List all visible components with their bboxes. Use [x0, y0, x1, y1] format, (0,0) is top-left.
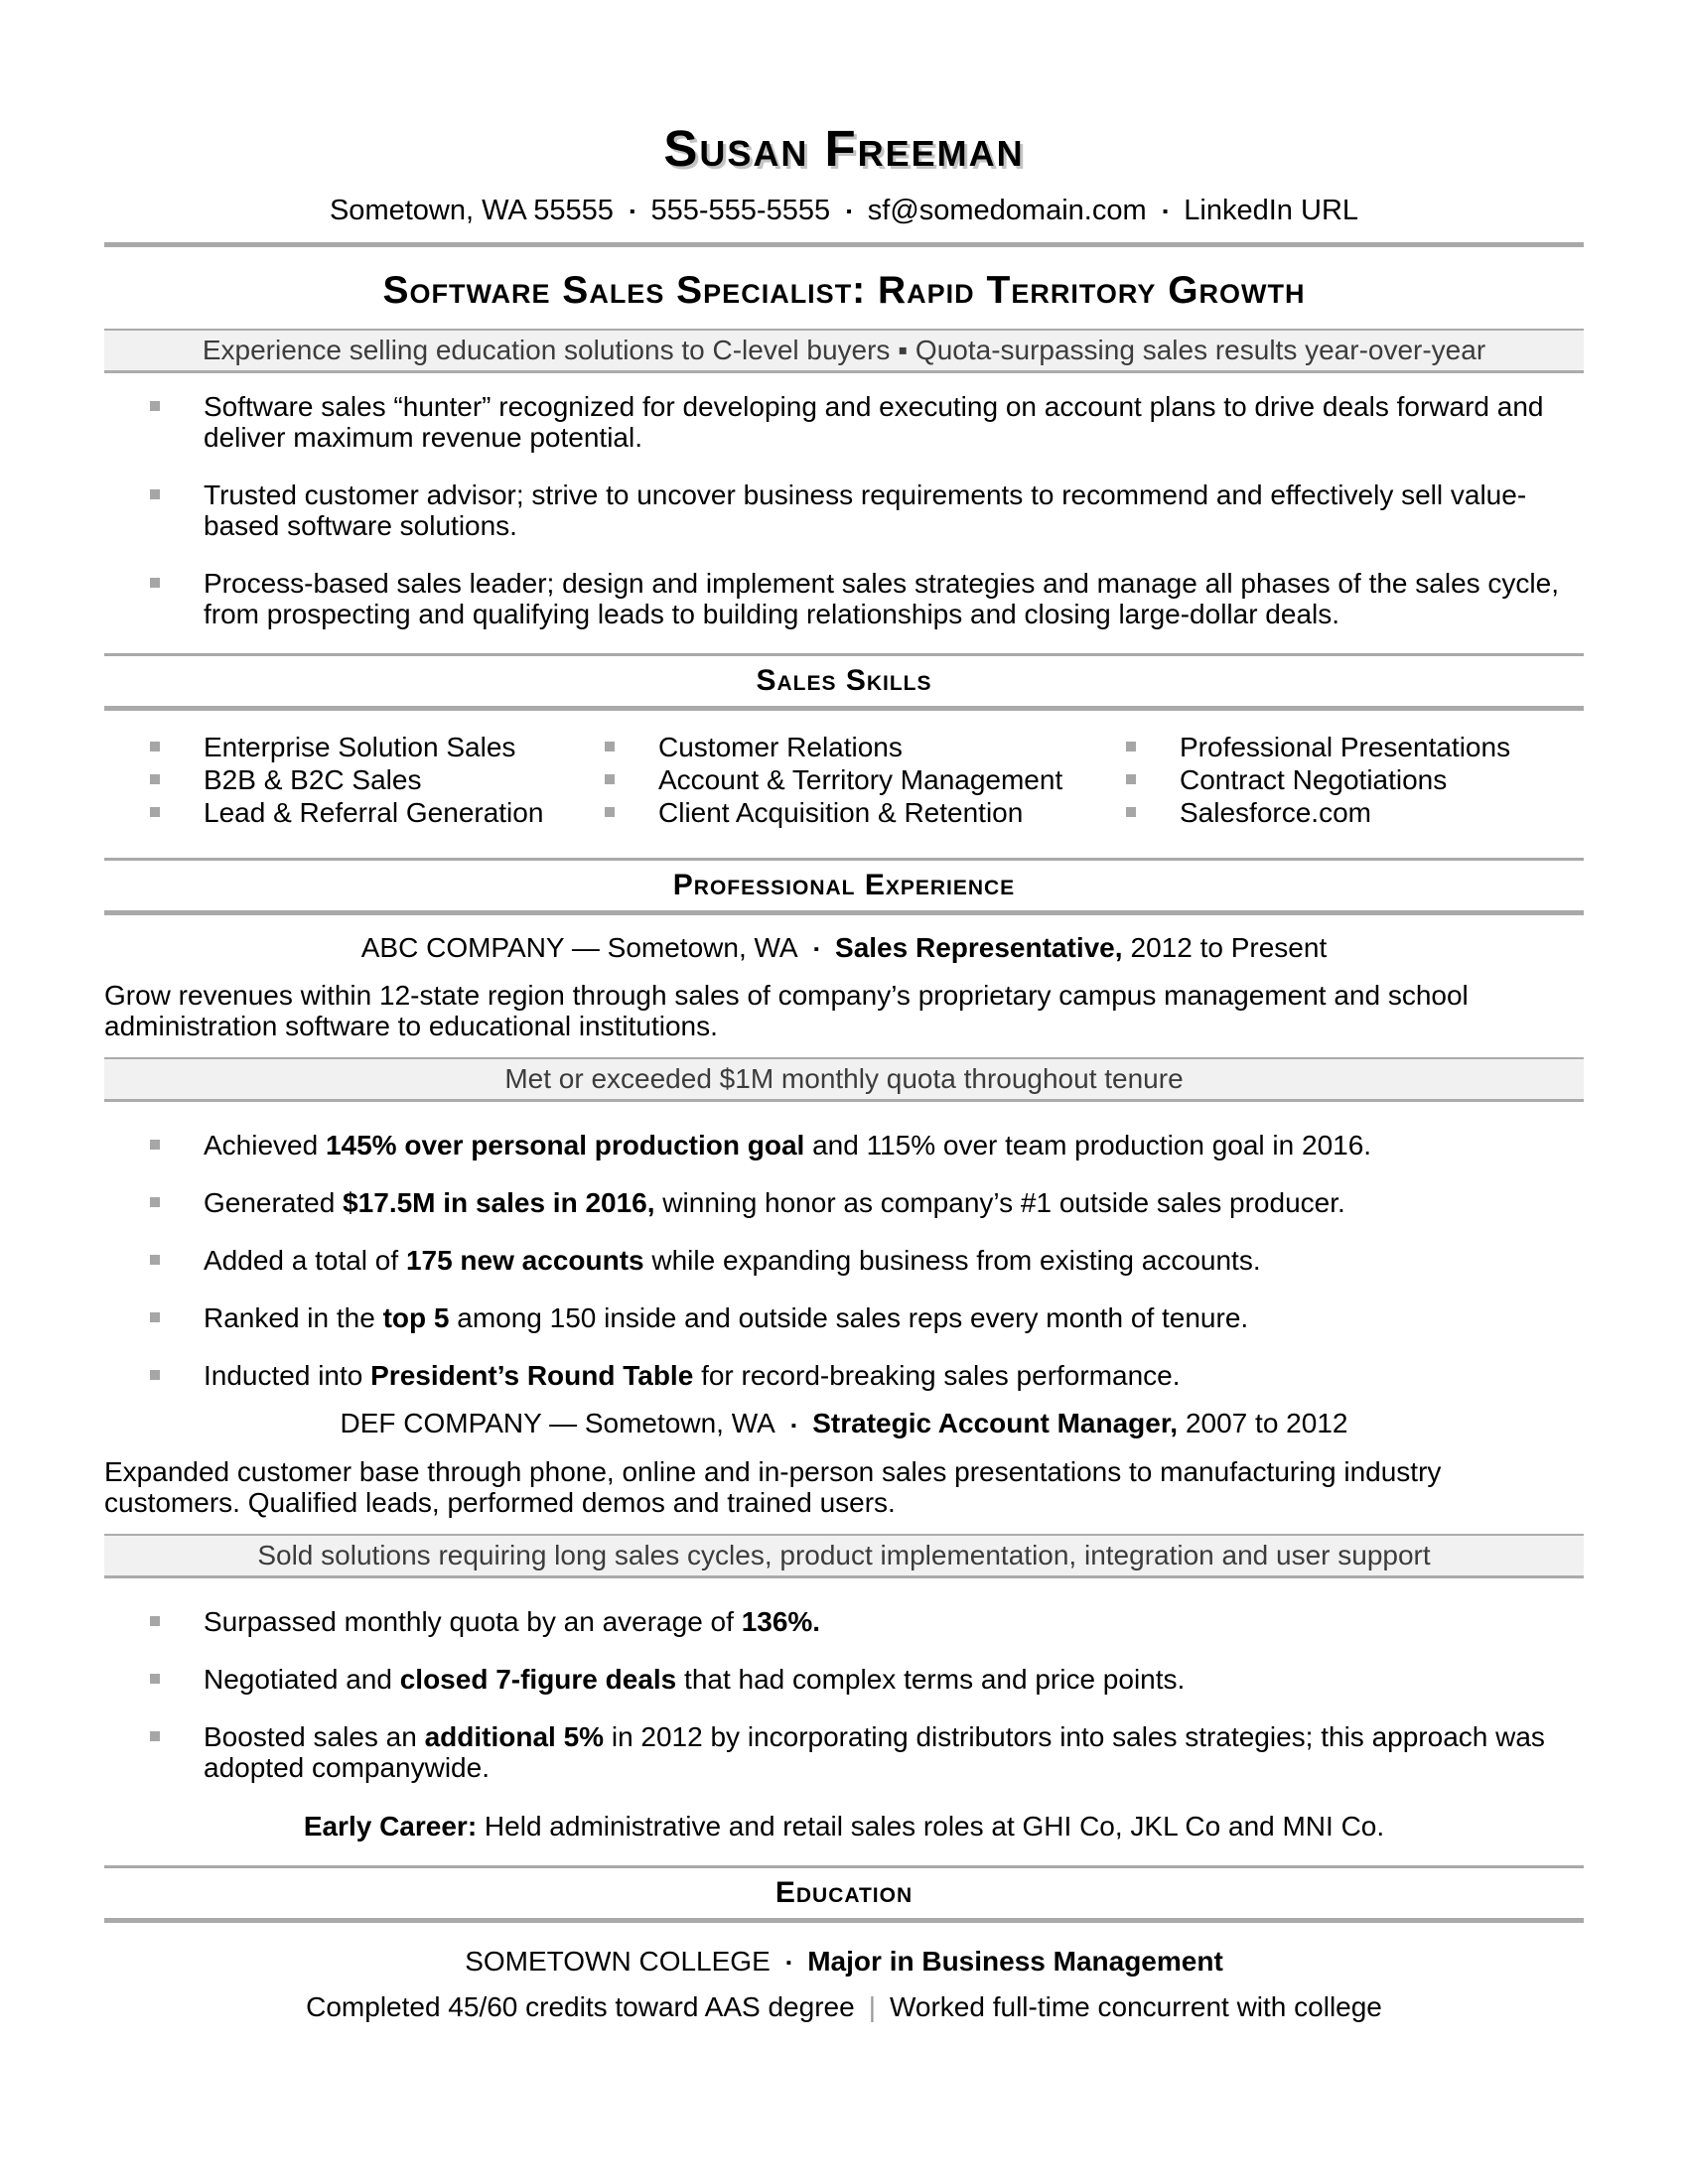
job-entry	[104, 1407, 1584, 1782]
person-name: Susan Freeman	[663, 120, 1025, 177]
text-segment: Achieved	[204, 1130, 326, 1161]
bullet-square-icon	[150, 401, 160, 411]
resume-header	[104, 119, 1584, 230]
bullet-square-icon	[150, 1731, 160, 1741]
section-rule-bottom	[104, 910, 1584, 915]
job-bullet-item	[104, 1302, 1584, 1333]
section-rule-bottom	[104, 706, 1584, 711]
separator-square-icon: ▪	[785, 1954, 792, 1972]
job-role: Strategic Account Manager,	[812, 1408, 1178, 1439]
separator-square-icon: ▪	[813, 941, 820, 959]
skill-label: Customer Relations	[658, 732, 903, 763]
contact-linkedin: LinkedIn URL	[1184, 195, 1359, 226]
job-bullet-item	[104, 1187, 1584, 1218]
section-title-experience: Professional Experience	[672, 869, 1016, 902]
skill-label: B2B & B2C Sales	[204, 764, 422, 796]
contact-line	[104, 193, 1584, 230]
education-degree: Major in Business Management	[807, 1945, 1223, 1977]
text-segment: Generated	[204, 1187, 344, 1219]
text-segment: and 115% over team production goal in 2016.	[804, 1130, 1372, 1161]
section-rule-top	[104, 1865, 1584, 1868]
bullet-text	[204, 1245, 1261, 1276]
text-segment: 145% over personal production goal	[325, 1130, 805, 1161]
section-header-experience	[104, 858, 1584, 915]
text-segment: Surpassed monthly quota by an average of	[204, 1605, 742, 1637]
bullet-square-icon	[150, 1140, 160, 1150]
text-segment: 136%.	[741, 1605, 821, 1637]
skill-label: Contract Negotiations	[1180, 764, 1448, 796]
job-bullet-item	[104, 1245, 1584, 1276]
bullet-square-icon	[150, 1616, 160, 1626]
separator-square-icon: ▪	[1162, 204, 1169, 221]
bullet-square-icon	[150, 807, 160, 817]
education-credits: Completed 45/60 credits toward AAS degree	[306, 1990, 855, 2022]
skills-grid	[150, 731, 1584, 829]
text-segment: 175 new accounts	[405, 1245, 644, 1277]
text-segment: President’s Round Table	[370, 1360, 694, 1392]
skill-label: Account & Territory Management	[658, 764, 1063, 796]
skills-column	[150, 731, 605, 829]
summary-tagline-text: Experience selling education solutions to C-level buyers ▪ Quota-surpassing sales results year-over-year	[202, 335, 1486, 366]
text-segment: Held administrative and retail sales roles at GHI Co, JKL Co and MNI Co.	[477, 1810, 1385, 1842]
job-bullet-item	[104, 1606, 1584, 1637]
jobs-container	[104, 931, 1584, 1782]
job-bullet-list	[104, 1130, 1584, 1391]
skill-item	[605, 763, 1126, 796]
contact-phone: 555-555-5555	[650, 195, 831, 226]
bullet-text	[204, 1130, 1371, 1160]
summary-bullet-list	[104, 391, 1584, 629]
bullet-square-icon	[150, 489, 160, 499]
bullet-square-icon	[150, 1197, 160, 1207]
skill-item	[150, 796, 605, 829]
text-segment: Added a total of	[204, 1245, 406, 1277]
skill-label: Salesforce.com	[1180, 797, 1371, 829]
job-bullet-item	[104, 1130, 1584, 1160]
resume-title: Software Sales Specialist: Rapid Territory Growth	[382, 269, 1306, 313]
education-school: SOMETOWN COLLEGE	[465, 1945, 771, 1977]
job-highlight-bar	[104, 1534, 1584, 1578]
bullet-text: Trusted customer advisor; strive to uncover business requirements to recommend and effectively sell value-based software solutions.	[204, 479, 1527, 542]
job-entry	[104, 931, 1584, 1391]
bullet-square-icon	[605, 807, 615, 817]
summary-tagline-bar	[104, 329, 1584, 373]
early-career-line	[104, 1811, 1584, 1842]
job-bullet-item	[104, 1664, 1584, 1695]
summary-bullet-item	[104, 391, 1584, 453]
pipe-separator: |	[868, 1990, 876, 2022]
job-description: Expanded customer base through phone, online and in-person sales presentations to manufacturing industry customers. Qualified leads, performed demos and trained users.	[104, 1455, 1442, 1518]
job-bullet-list	[104, 1606, 1584, 1783]
separator-square-icon: ▪	[790, 1417, 797, 1434]
text-segment: top 5	[382, 1302, 450, 1334]
text-segment: among 150 inside and outside sales reps every month of tenure.	[449, 1302, 1249, 1334]
skill-item	[605, 796, 1126, 829]
job-role: Sales Representative,	[835, 932, 1123, 964]
section-title-education: Education	[774, 1875, 914, 1909]
separator-square-icon: ▪	[629, 204, 635, 221]
text-segment: Ranked in the	[204, 1302, 383, 1334]
skill-label: Enterprise Solution Sales	[204, 732, 516, 763]
job-highlight-text: Sold solutions requiring long sales cycles, product implementation, integration and user support	[257, 1539, 1431, 1570]
text-segment: additional 5%	[424, 1720, 605, 1752]
education-detail-line	[104, 1990, 1584, 2024]
bullet-square-icon	[150, 1370, 160, 1380]
skill-item	[1126, 731, 1584, 763]
skill-label: Lead & Referral Generation	[204, 797, 544, 829]
separator-square-icon: ▪	[846, 204, 852, 221]
bullet-square-icon	[605, 742, 615, 751]
job-bullet-item	[104, 1721, 1584, 1783]
text-segment: winning honor as company’s #1 outside sales producer.	[654, 1187, 1345, 1219]
section-rule-top	[104, 653, 1584, 656]
section-title-sales-skills: Sales Skills	[756, 664, 932, 698]
text-segment: Negotiated and	[204, 1663, 400, 1695]
text-segment: in 2012 by incorporating distributors into sales strategies; this approach was adopted companywide.	[204, 1720, 1545, 1783]
skill-item	[150, 731, 605, 763]
education-work-note: Worked full-time concurrent with college	[889, 1990, 1382, 2022]
text-segment: for record-breaking sales performance.	[693, 1360, 1181, 1392]
job-heading	[104, 931, 1584, 967]
bullet-text	[204, 1606, 820, 1637]
text-segment: Early Career:	[303, 1810, 478, 1842]
job-dates: 2012 to Present	[1130, 932, 1328, 964]
skill-item	[1126, 796, 1584, 829]
job-dates: 2007 to 2012	[1185, 1408, 1348, 1439]
bullet-square-icon	[1126, 774, 1136, 784]
section-header-sales-skills	[104, 653, 1584, 711]
bullet-text: Software sales “hunter” recognized for developing and executing on account plans to drive deals forward and deliver maximum revenue potential.	[204, 391, 1544, 454]
summary-bullet-item	[104, 568, 1584, 629]
section-rule-bottom	[104, 1918, 1584, 1923]
bullet-square-icon	[1126, 742, 1136, 751]
job-description: Grow revenues within 12-state region through sales of company’s proprietary campus management and school administration software to educational institutions.	[104, 980, 1469, 1042]
bullet-text	[204, 1360, 1181, 1391]
bullet-text	[204, 1187, 1345, 1218]
section-header-education	[104, 1865, 1584, 1923]
bullet-text	[204, 1721, 1545, 1783]
job-company-location: DEF COMPANY — Sometown, WA	[340, 1408, 775, 1439]
contact-location: Sometown, WA 55555	[329, 195, 614, 226]
text-segment: Inducted into	[204, 1360, 371, 1392]
header-divider	[104, 242, 1584, 247]
skill-item	[1126, 763, 1584, 796]
text-segment: that had complex terms and price points.	[676, 1663, 1186, 1695]
bullet-square-icon	[150, 1674, 160, 1684]
bullet-text	[204, 1664, 1185, 1695]
bullet-square-icon	[1126, 807, 1136, 817]
skill-item	[150, 763, 605, 796]
skill-item	[605, 731, 1126, 763]
job-highlight-text: Met or exceeded $1M monthly quota throughout tenure	[504, 1063, 1184, 1095]
summary-bullet-item	[104, 479, 1584, 541]
skill-label: Professional Presentations	[1180, 732, 1511, 763]
bullet-square-icon	[150, 1255, 160, 1265]
text-segment: closed 7-figure deals	[399, 1663, 677, 1695]
skills-column	[1126, 731, 1584, 829]
bullet-square-icon	[605, 774, 615, 784]
job-highlight-bar	[104, 1057, 1584, 1102]
skills-column	[605, 731, 1126, 829]
bullet-square-icon	[150, 578, 160, 588]
job-heading	[104, 1407, 1584, 1442]
bullet-square-icon	[150, 1312, 160, 1322]
bullet-text	[204, 1302, 1248, 1333]
bullet-text: Process-based sales leader; design and implement sales strategies and manage all phases of the sales cycle, from prospecting and qualifying leads to building relationships and closing large-dollar deals.	[204, 568, 1559, 630]
text-segment: $17.5M in sales in 2016,	[343, 1187, 655, 1219]
bullet-square-icon	[150, 742, 160, 751]
contact-email: sf@somedomain.com	[867, 195, 1147, 226]
job-bullet-item	[104, 1360, 1584, 1391]
bullet-square-icon	[150, 774, 160, 784]
section-rule-top	[104, 858, 1584, 861]
text-segment: while expanding business from existing accounts.	[643, 1245, 1261, 1277]
skill-label: Client Acquisition & Retention	[658, 797, 1024, 829]
text-segment: Boosted sales an	[204, 1720, 425, 1752]
education-school-line	[104, 1945, 1584, 1980]
job-company-location: ABC COMPANY — Sometown, WA	[360, 932, 798, 964]
